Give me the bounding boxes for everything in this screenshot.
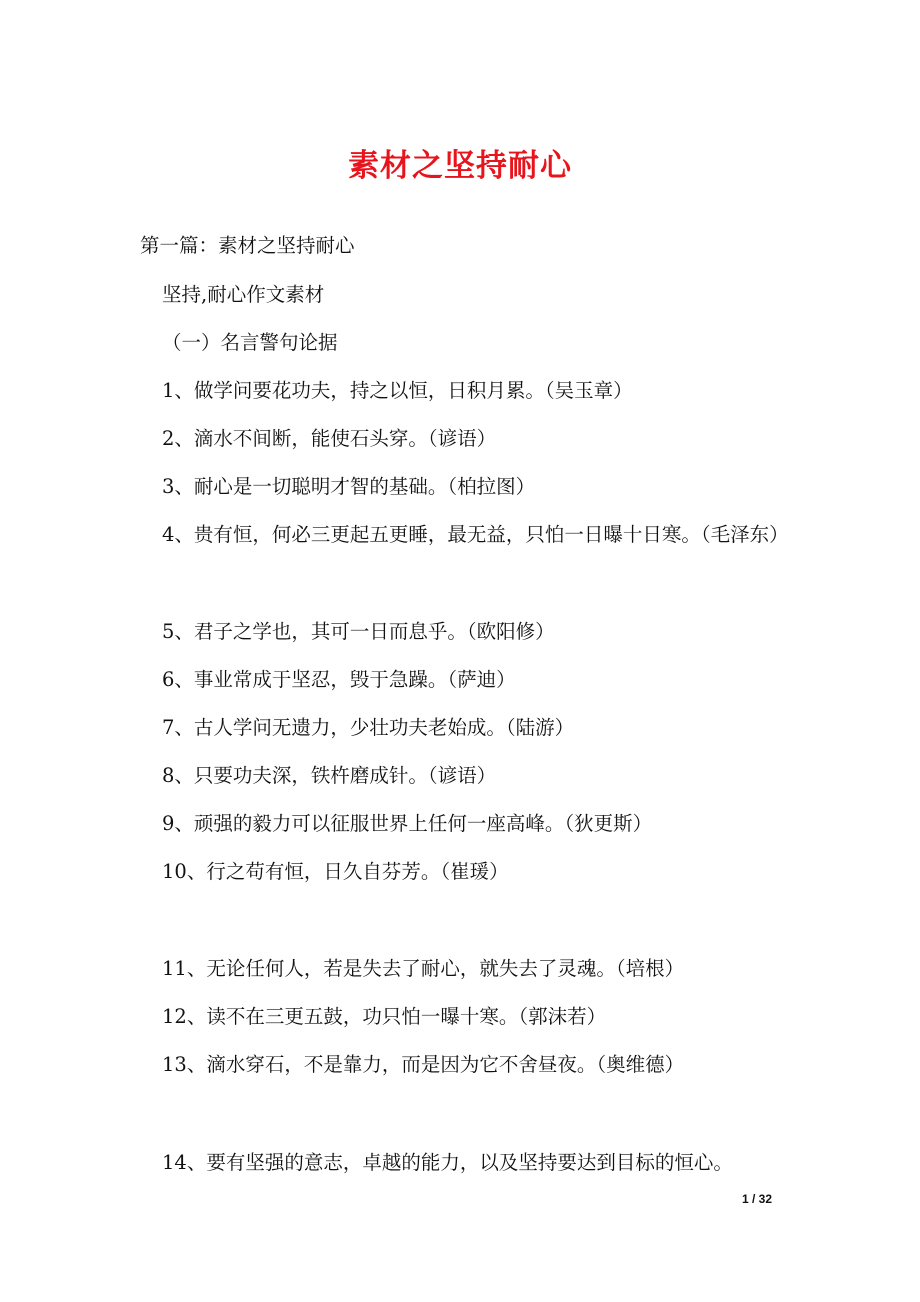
quote-item: 9、顽强的毅力可以征服世界上任何一座高峰。（狄更斯） (162, 812, 653, 835)
quote-item: 10、行之苟有恒，日久自芬芳。（崔瑗） (162, 860, 509, 883)
quote-item: 5、君子之学也，其可一日而息乎。（欧阳修） (162, 620, 555, 643)
quote-item: 14、要有坚强的意志，卓越的能力，以及坚持要达到目标的恒心。 (162, 1151, 733, 1174)
quote-item: 7、古人学问无遗力，少壮功夫老始成。（陆游） (162, 716, 575, 739)
quote-item: 8、只要功夫深，铁杵磨成针。（谚语） (162, 764, 497, 787)
subheading: 坚持,耐心作文素材 (162, 283, 325, 306)
page-number: 1 / 32 (742, 1192, 773, 1206)
quote-item: 6、事业常成于坚忍，毁于急躁。（萨迪） (162, 668, 516, 691)
quote-item: 11、无论任何人，若是失去了耐心，就失去了灵魂。（培根） (162, 957, 685, 980)
document-title: 素材之坚持耐心 (348, 148, 572, 184)
section-heading: 第一篇：素材之坚持耐心 (140, 234, 355, 257)
quote-item: 4、贵有恒，何必三更起五更睡，最无益，只怕一日曝十日寒。（毛泽东） (162, 523, 789, 546)
quote-item: 3、耐心是一切聪明才智的基础。（柏拉图） (162, 475, 536, 498)
category-heading: （一）名言警句论据 (162, 331, 338, 354)
quote-item: 13、滴水穿石，不是靠力，而是因为它不舍昼夜。（奥维德） (162, 1053, 685, 1076)
quote-item: 12、读不在三更五鼓，功只怕一曝十寒。（郭沫若） (162, 1005, 607, 1028)
quote-item: 1、做学问要花功夫，持之以恒，日积月累。（吴玉章） (162, 379, 633, 402)
quote-item: 2、滴水不间断，能使石头穿。（谚语） (162, 427, 497, 450)
